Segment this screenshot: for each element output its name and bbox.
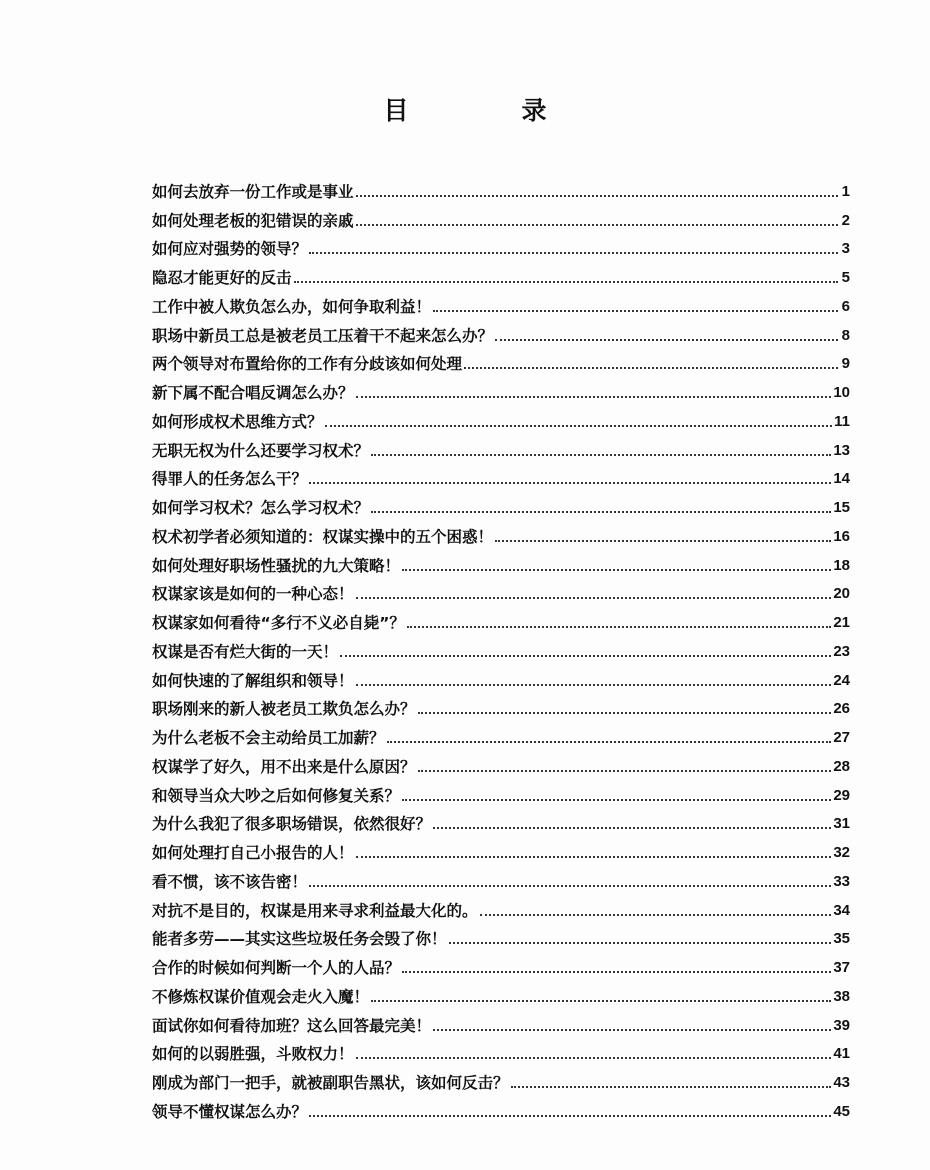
toc-dot-leader: [309, 1115, 831, 1117]
toc-entry-title: 权谋家该是如何的一种心态！: [152, 585, 354, 604]
toc-page-number: 21: [833, 614, 850, 631]
toc-dot-leader: [356, 224, 838, 226]
toc-dot-leader: [356, 597, 832, 599]
toc-page-number: 28: [833, 757, 850, 775]
toc-page-number: 20: [833, 585, 850, 603]
toc-entry-title: 对抗不是目的，权谋是用来寻求利益最大化的。: [152, 901, 478, 920]
toc-entry[interactable]: [152, 518, 850, 547]
toc-page-number: 26: [833, 700, 850, 718]
toc-entry[interactable]: [152, 777, 850, 806]
toc-entry-title: 权谋是否有烂大街的一天！: [152, 642, 339, 661]
toc-entry-title: 领导不懂权谋怎么办？: [152, 1102, 308, 1121]
toc-entry-title: 能者多劳——其实这些垃圾任务会毁了你！: [152, 930, 447, 949]
toc-entry-title: 如何处理好职场性骚扰的九大策略！: [152, 556, 401, 575]
toc-dot-leader: [418, 770, 832, 772]
toc-page-number: 18: [833, 556, 850, 574]
toc-dot-leader: [480, 914, 832, 916]
toc-page-number: 34: [833, 901, 850, 919]
toc-dot-leader: [371, 1000, 831, 1002]
toc-entry[interactable]: [152, 1093, 850, 1122]
toc-entry[interactable]: [152, 547, 850, 576]
toc-entry-title: 权谋学了好久，用不出来是什么原因？: [152, 757, 416, 776]
toc-page-number: 39: [833, 1016, 850, 1034]
toc-entry-title: 刚成为部门一把手，就被副职告黑状，该如何反击？: [152, 1074, 509, 1092]
toc-page-number: 8: [841, 326, 850, 344]
toc-dot-leader: [309, 482, 831, 484]
toc-dot-leader: [356, 856, 832, 858]
toc-dot-leader: [495, 540, 831, 542]
toc-dot-leader: [402, 569, 831, 571]
toc-dot-leader: [449, 942, 832, 944]
toc-entry-title: 面试你如何看待加班？这么回答最完美！: [152, 1016, 432, 1035]
toc-page-number: 38: [833, 987, 850, 1005]
toc-dot-leader: [309, 252, 838, 254]
toc-entry[interactable]: [152, 834, 850, 863]
toc-entry[interactable]: [152, 346, 850, 375]
toc-page-number: 27: [833, 729, 850, 746]
toc-entry-title: 和领导当众大吵之后如何修复关系？: [152, 786, 401, 805]
toc-page-number: 23: [833, 642, 850, 660]
toc-entry[interactable]: [152, 489, 850, 518]
toc-dot-leader: [464, 367, 838, 369]
toc-page-number: 31: [833, 815, 850, 833]
toc-entry-title: 为什么我犯了很多职场错误，依然很好？: [152, 815, 432, 834]
toc-entry-title: 合作的时候如何判断一个人的人品？: [152, 959, 401, 977]
toc-entry-title: 如何应对强势的领导？: [152, 240, 308, 259]
toc-entry[interactable]: [152, 892, 850, 921]
toc-dot-leader: [340, 655, 831, 657]
toc-entry-title: 如何快速的了解组织和领导！: [152, 671, 354, 690]
toc-entry[interactable]: [152, 1036, 850, 1065]
toc-entry-title: 职场刚来的新人被老员工欺负怎么办？: [152, 700, 416, 719]
toc-entry[interactable]: [152, 949, 850, 978]
toc-dot-leader: [433, 827, 831, 829]
toc-entry[interactable]: [152, 604, 850, 633]
toc-dot-leader: [402, 971, 831, 973]
toc-entry[interactable]: [152, 202, 850, 231]
toc-entry[interactable]: [152, 633, 850, 662]
toc-entry[interactable]: [152, 374, 850, 403]
toc-entry[interactable]: [152, 921, 850, 950]
toc-entry-title: 不修炼权谋价值观会走火入魔！: [152, 987, 370, 1006]
toc-entry[interactable]: [152, 288, 850, 317]
toc-entry[interactable]: [152, 1064, 850, 1093]
toc-dot-leader: [356, 396, 832, 398]
toc-page-number: 35: [833, 930, 850, 948]
toc-entry-title: 如何处理老板的犯错误的亲戚: [152, 211, 354, 230]
toc-entry[interactable]: [152, 662, 850, 691]
toc-dot-leader: [407, 626, 831, 628]
toc-dot-leader: [418, 712, 832, 714]
toc-title: 目 录: [383, 96, 591, 125]
toc-page-number: 45: [833, 1102, 850, 1120]
toc-page-number: 13: [833, 441, 850, 459]
toc-page-number: 3: [841, 240, 850, 258]
toc-page-number: 16: [833, 527, 850, 545]
toc-page-number: 15: [833, 499, 850, 516]
toc-page-number: 29: [833, 786, 850, 804]
toc-entry-title: 看不惯，该不该告密！: [152, 872, 308, 891]
toc-page-number: 37: [833, 959, 850, 976]
toc-page-number: 43: [833, 1074, 850, 1091]
toc-dot-leader: [294, 281, 838, 283]
toc-entry-title: 权谋家如何看待“多行不义必自毙”？: [152, 614, 405, 632]
toc-entry-title: 如何学习权术？怎么学习权术？: [152, 499, 370, 517]
toc-entry-title: 如何去放弃一份工作或是事业: [152, 182, 354, 201]
toc-entry-title: 两个领导对布置给你的工作有分歧该如何处理: [152, 355, 463, 374]
toc-entry-title: 得罪人的任务怎么干？: [152, 470, 308, 489]
toc-entry-title: 如何处理打自己小报告的人！: [152, 844, 354, 862]
toc-dot-leader: [356, 684, 832, 686]
toc-entry[interactable]: [152, 1007, 850, 1036]
toc-dot-leader: [511, 1086, 832, 1088]
toc-entry-title: 如何的以弱胜强，斗败权力！: [152, 1045, 354, 1064]
toc-page-number: 14: [833, 470, 850, 488]
toc-entry-title: 如何形成权术思维方式？: [152, 412, 323, 431]
toc-entry[interactable]: [152, 317, 850, 346]
toc-page-number: 5: [841, 269, 850, 286]
table-of-contents: [152, 173, 850, 1122]
toc-entry[interactable]: [152, 806, 850, 835]
toc-entry[interactable]: [152, 432, 850, 461]
toc-entry-title: 职场中新员工总是被老员工压着干不起来怎么办？: [152, 326, 494, 345]
toc-dot-leader: [433, 310, 838, 312]
toc-entry[interactable]: [152, 576, 850, 605]
toc-dot-leader: [325, 425, 833, 427]
toc-dot-leader: [371, 511, 831, 513]
toc-page-number: 6: [841, 297, 850, 315]
toc-dot-leader: [309, 885, 831, 887]
toc-entry-title: 为什么老板不会主动给员工加薪？: [152, 729, 385, 747]
toc-dot-leader: [371, 454, 831, 456]
toc-page-number: 9: [841, 355, 850, 373]
toc-entry-title: 无职无权为什么还要学习权术？: [152, 441, 370, 460]
toc-dot-leader: [387, 741, 832, 743]
toc-page-number: 41: [833, 1045, 850, 1063]
toc-page-number: 32: [833, 844, 850, 861]
toc-dot-leader: [402, 799, 831, 801]
toc-entry[interactable]: [152, 691, 850, 720]
toc-dot-leader: [495, 339, 838, 341]
toc-entry[interactable]: [152, 863, 850, 892]
toc-page-number: 24: [833, 671, 850, 689]
toc-entry[interactable]: [152, 978, 850, 1007]
toc-entry[interactable]: [152, 259, 850, 288]
toc-entry[interactable]: [152, 173, 850, 202]
toc-entry[interactable]: [152, 231, 850, 260]
toc-entry[interactable]: [152, 461, 850, 490]
toc-page-number: 10: [833, 384, 850, 401]
toc-page-number: 1: [841, 182, 850, 200]
toc-dot-leader: [356, 195, 838, 197]
toc-dot-leader: [356, 1057, 832, 1059]
toc-page-number: 2: [841, 211, 850, 229]
toc-entry-title: 隐忍才能更好的反击: [152, 269, 292, 287]
toc-entry-title: 工作中被人欺负怎么办，如何争取利益！: [152, 297, 432, 316]
toc-entry-title: 新下属不配合唱反调怎么办？: [152, 384, 354, 402]
toc-dot-leader: [433, 1029, 831, 1031]
toc-entry[interactable]: [152, 403, 850, 432]
toc-page-number: 11: [834, 412, 850, 430]
toc-page-number: 33: [833, 872, 850, 890]
toc-entry-title: 权术初学者必须知道的：权谋实操中的五个困惑！: [152, 527, 494, 546]
toc-entry[interactable]: [152, 748, 850, 777]
toc-entry[interactable]: [152, 719, 850, 748]
